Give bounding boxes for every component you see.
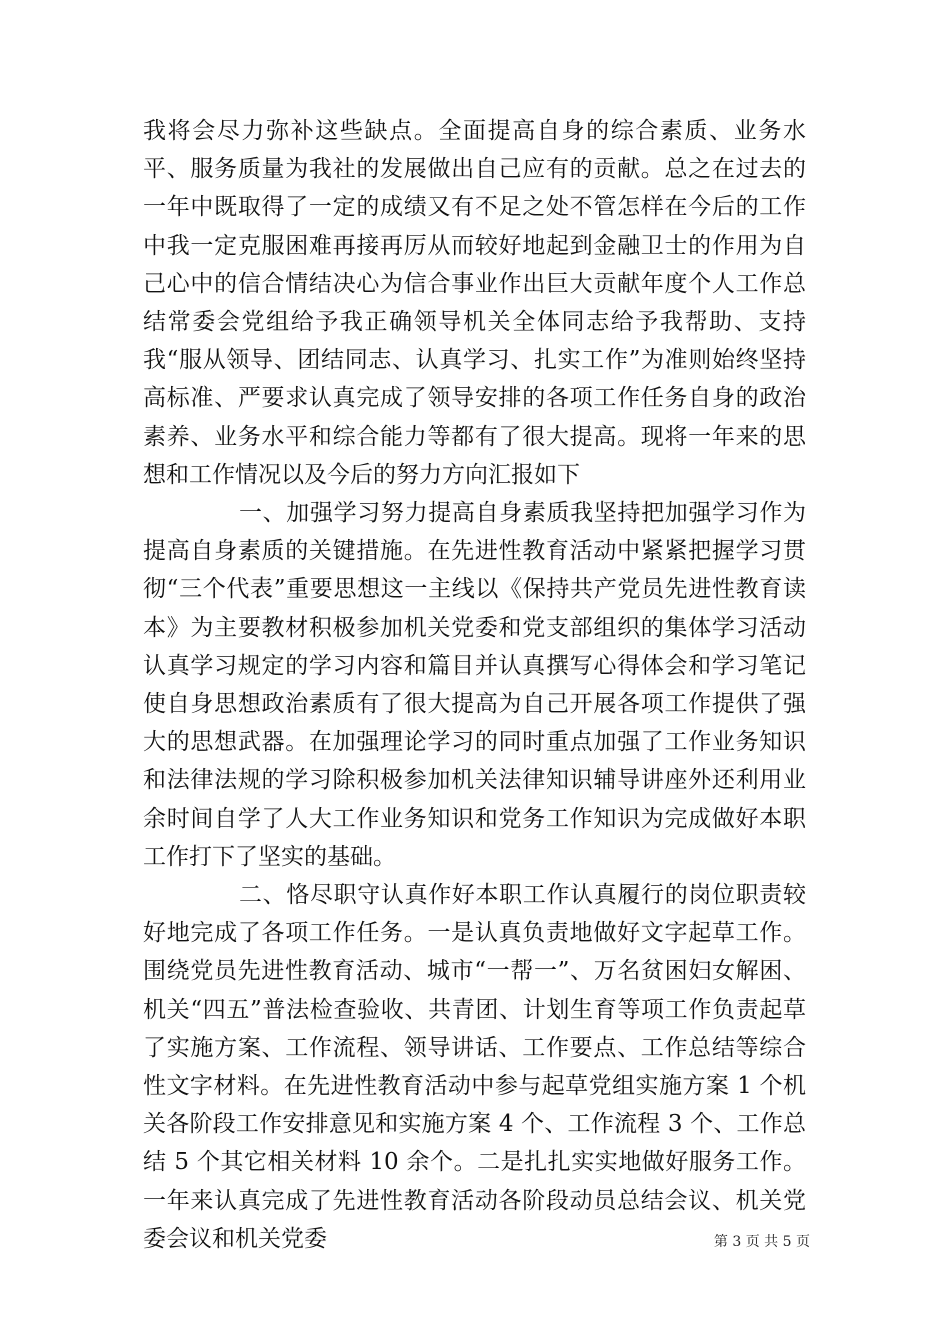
paragraph-intro: 我将会尽力弥补这些缺点。全面提高自身的综合素质、业务水平、服务质量为我社的发展做出自己应有的贡献。总之在过去的一年中既取得了一定的成绩又有不足之处不管怎样在今后的工作中我一定克服困难再接再厉从而较好地起到金融卫士的作用为自己心中的信合情结决心为信合事业作出巨大贡献年度个人工作总结常委会党组给予我正确领导机关全体同志给予我帮助、支持我“服从领导、团结同志、认真学习、扎实工作”为准则始终坚持高标准、严要求认真完成了领导安排的各项工作任务自身的政治素养、业务水平和综合能力等都有了很大提高。现将一年来的思想和工作情况以及今后的努力方向汇报如下 — [143, 118, 806, 488]
paragraph-section-two: 二、恪尽职守认真作好本职工作认真履行的岗位职责较好地完成了各项工作任务。一是认真负责地做好文字起草工作。围绕党员先进性教育活动、城市“一帮一”、万名贫困妇女解困、机关“四五”普法检查验收、共青团、计划生育等项工作负责起草了实施方案、工作流程、领导讲话、工作要点、工作总结等综合性文字材料。在先进性教育活动中参与起草党组实施方案 1 个机关各阶段工作安排意见和实施方案 4 个、工作流程 3 个、工作总结 5 个其它相关材料 10 余个。二是扎扎实实地做好服务工作。一年来认真完成了先进性教育活动各阶段动员总结会议、机关党委会议和机关党委 — [143, 882, 806, 1252]
page-number-footer: 第 3 页 共 5 页 — [713, 1234, 810, 1250]
document-body — [143, 112, 806, 1258]
paragraph-section-one: 一、加强学习努力提高自身素质我坚持把加强学习作为提高自身素质的关键措施。在先进性教育活动中紧紧把握学习贯彻“三个代表”重要思想这一主线以《保持共产党员先进性教育读本》为主要教材积极参加机关党委和党支部组织的集体学习活动认真学习规定的学习内容和篇目并认真撰写心得体会和学习笔记使自身思想政治素质有了很大提高为自己开展各项工作提供了强大的思想武器。在加强理论学习的同时重点加强了工作业务知识和法律法规的学习除积极参加机关法律知识辅导讲座外还利用业余时间自学了人大工作业务知识和党务工作知识为完成做好本职工作打下了坚实的基础。 — [143, 500, 806, 870]
